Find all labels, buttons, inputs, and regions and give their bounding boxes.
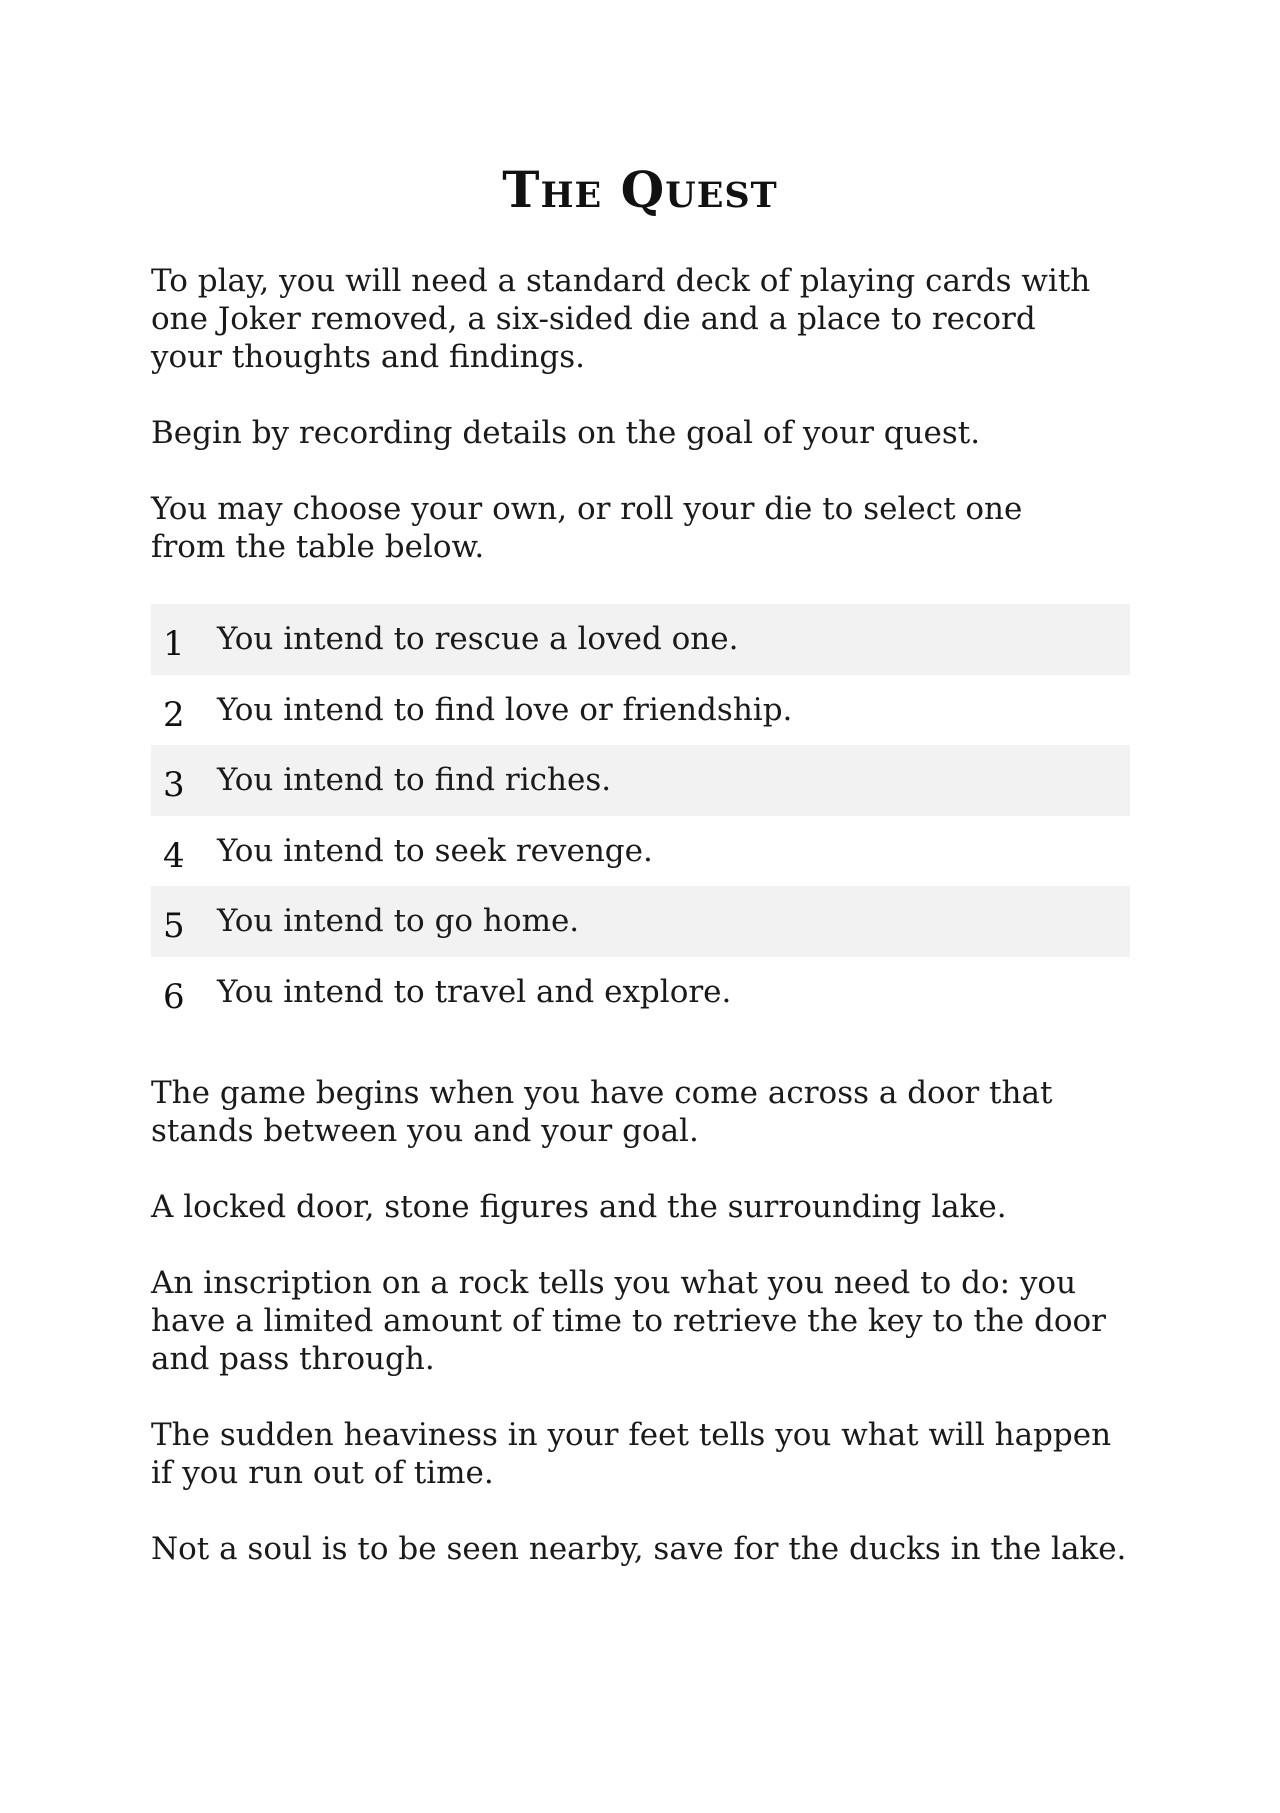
intro-paragraph-supplies: To play, you will need a standard deck of playing cards with one Joker removed, a six-sided die and a place to record your thoughts and findings. [151,263,1091,375]
intro-paragraph-choose-or-roll: You may choose your own, or roll your die to select one from the table below. [151,491,1023,565]
table-row [151,675,1130,746]
table-row [151,745,1130,816]
row-number: 1 [163,624,185,665]
row-number: 6 [163,976,185,1017]
table-row [151,957,1130,1028]
page-title: The Quest [502,160,778,219]
story-paragraph-ducks: Not a soul is to be seen nearby, save for the ducks in the lake. [151,1531,1127,1567]
row-number: 5 [163,906,185,947]
row-text: You intend to go home. [217,903,580,940]
goal-table [151,604,1130,1027]
intro-paragraph-record-goal: Begin by recording details on the goal of your quest. [151,415,981,451]
story-paragraph-scene: A locked door, stone figures and the surrounding lake. [151,1189,1007,1225]
story-paragraph-door: The game begins when you have come across a door that stands between you and your goal. [151,1075,1053,1149]
row-text: You intend to rescue a loved one. [217,621,739,658]
row-text: You intend to travel and explore. [217,973,732,1010]
table-row [151,886,1130,957]
row-number: 3 [163,765,185,806]
story-paragraph-inscription: An inscription on a rock tells you what you need to do: you have a limited amount of time to retrieve the key to the door and pass through. [151,1265,1106,1377]
story-paragraph-heaviness: The sudden heaviness in your feet tells you what will happen if you run out of time. [151,1417,1112,1491]
row-number: 2 [163,694,185,735]
row-number: 4 [163,835,185,876]
row-text: You intend to seek revenge. [217,832,653,869]
table-row [151,604,1130,675]
row-text: You intend to find love or friendship. [217,691,793,728]
table-row [151,816,1130,887]
row-text: You intend to find riches. [217,762,612,799]
